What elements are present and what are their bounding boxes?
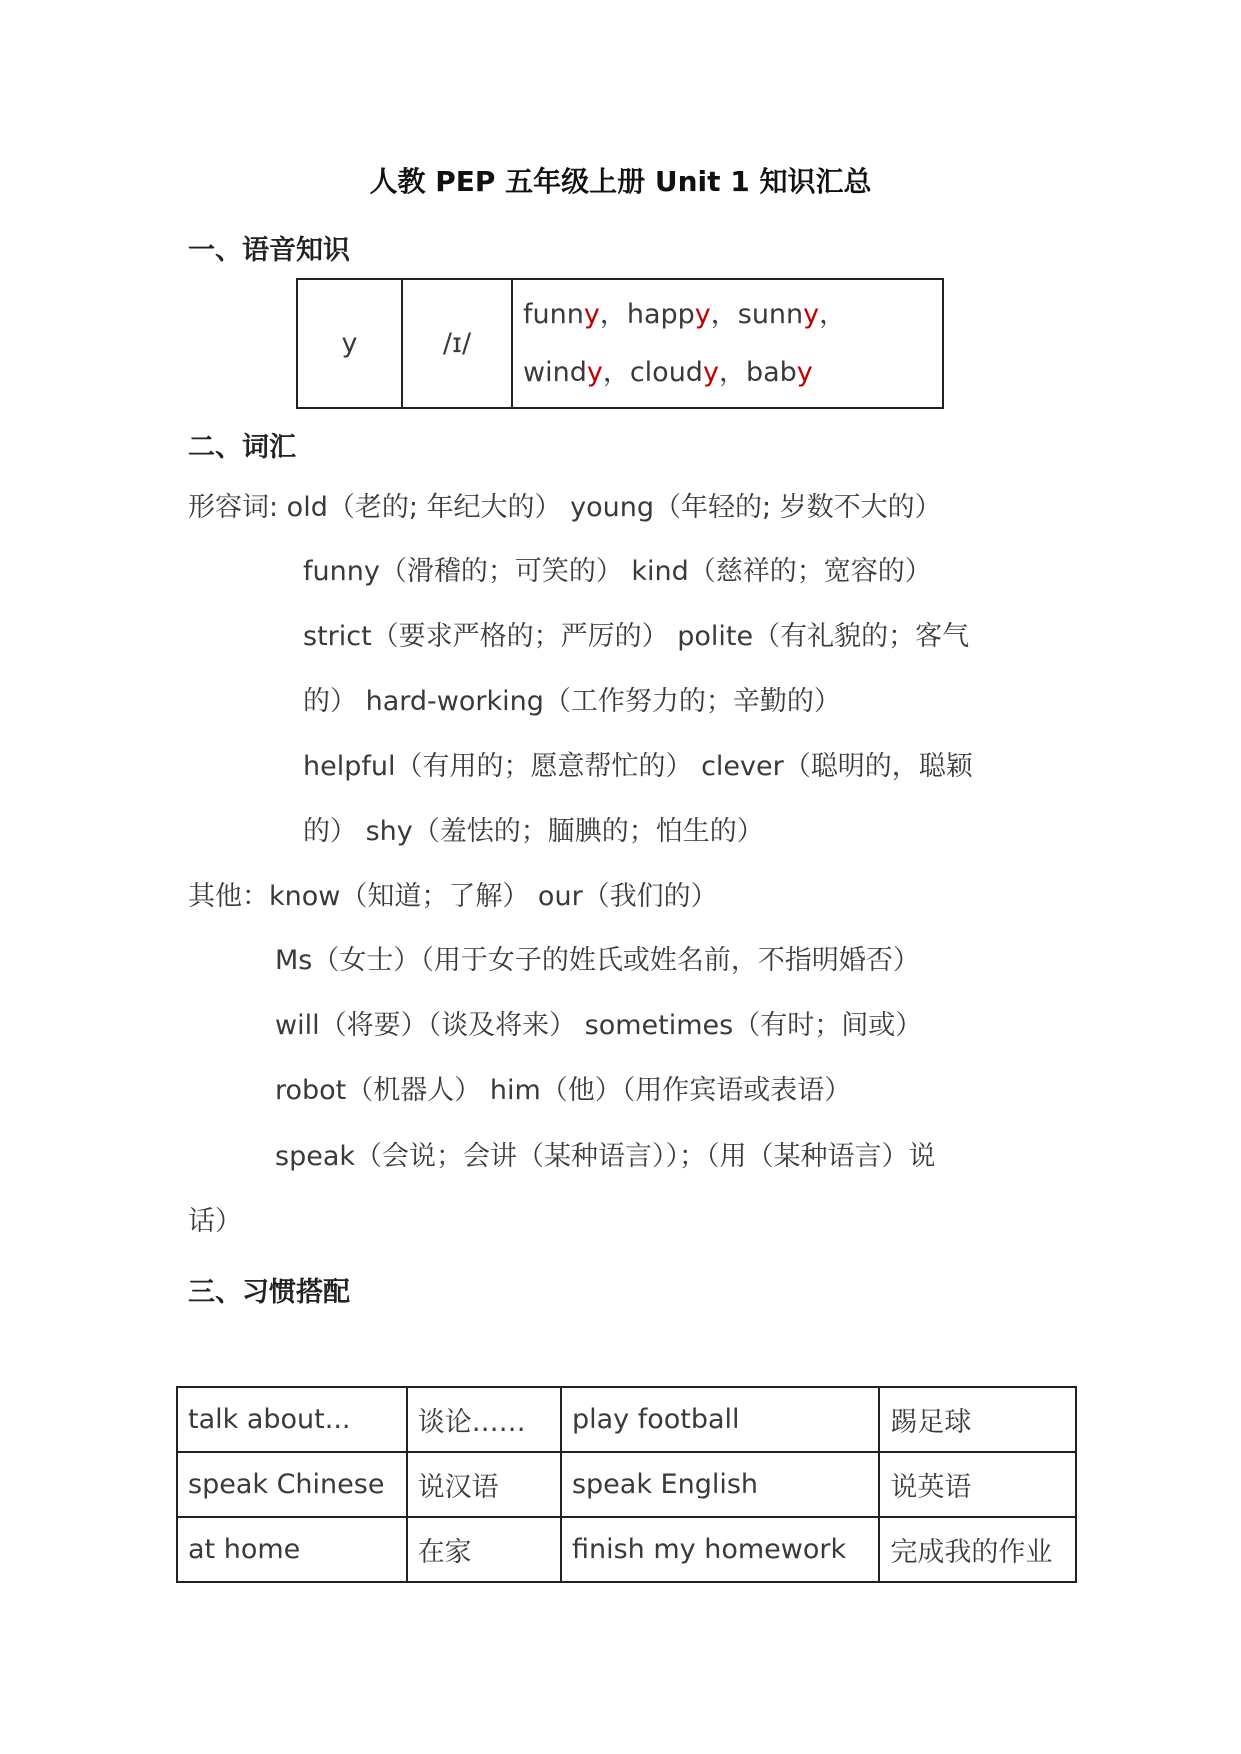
example-words-line [523, 286, 932, 344]
table-row [177, 1387, 1076, 1452]
phonics-table [296, 278, 944, 409]
example-words-line [523, 344, 932, 402]
table-row [177, 1452, 1076, 1517]
collocations-table [176, 1386, 1077, 1583]
table-cell: 说汉语 [407, 1452, 561, 1517]
letter-cell: y [297, 279, 402, 408]
vocab-line: robot（机器人） him（他）（用作宾语或表语） [275, 1075, 852, 1106]
highlighted-letter: y [702, 356, 719, 388]
vocab-line: 的） shy（羞怯的；腼腆的；怕生的） [303, 816, 764, 847]
example-word: windy， [523, 356, 630, 388]
section-heading-vocabulary: 二、词汇 [188, 432, 296, 463]
example-word: sunny， [737, 298, 847, 330]
vocab-line: 的） hard-working（工作努力的；辛勤的） [303, 686, 841, 717]
vocab-line: Ms（女士）（用于女子的姓氏或姓名前，不指明婚否） [275, 945, 920, 976]
table-cell: at home [177, 1517, 407, 1582]
vocab-line: 形容词: old（老的; 年纪大的） young（年轻的; 岁数不大的） [188, 492, 942, 523]
vocab-line: will（将要）（谈及将来） sometimes（有时；间或） [275, 1010, 923, 1041]
vocab-line: 其他：know（知道；了解） our（我们的） [188, 881, 718, 912]
highlighted-letter: y [796, 356, 813, 388]
highlighted-letter: y [586, 356, 603, 388]
table-cell: 谈论…… [407, 1387, 561, 1452]
table-cell: 说英语 [879, 1452, 1076, 1517]
highlighted-letter: y [694, 298, 711, 330]
table-cell: 在家 [407, 1517, 561, 1582]
table-cell: 完成我的作业 [879, 1517, 1076, 1582]
table-cell: talk about... [177, 1387, 407, 1452]
example-words-cell [512, 279, 943, 408]
table-cell: speak Chinese [177, 1452, 407, 1517]
vocab-line: funny（滑稽的；可笑的） kind（慈祥的；宽容的） [303, 556, 932, 587]
vocab-line: strict（要求严格的；严厉的） polite（有礼貌的；客气 [303, 621, 970, 652]
highlighted-letter: y [803, 298, 820, 330]
table-cell: 踢足球 [879, 1387, 1076, 1452]
example-word: happy， [626, 298, 738, 330]
table-cell: speak English [561, 1452, 879, 1517]
vocab-line: helpful（有用的；愿意帮忙的） clever（聪明的，聪颖 [303, 751, 973, 782]
table-cell: finish my homework [561, 1517, 879, 1582]
highlighted-letter: y [583, 298, 600, 330]
section-heading-collocations: 三、习惯搭配 [188, 1277, 350, 1308]
example-word: funny， [523, 298, 627, 330]
page-title: 人教 PEP 五年级上册 Unit 1 知识汇总 [369, 165, 872, 198]
table-cell: play football [561, 1387, 879, 1452]
phoneme-cell: /ɪ/ [402, 279, 512, 408]
table-row [177, 1517, 1076, 1582]
example-word: cloudy， [629, 356, 746, 388]
vocab-line: speak（会说；会讲（某种语言））；（用（某种语言）说 [275, 1141, 936, 1172]
example-word: baby [745, 356, 813, 388]
vocab-line: 话） [188, 1206, 242, 1237]
section-heading-phonics: 一、语音知识 [188, 235, 350, 266]
